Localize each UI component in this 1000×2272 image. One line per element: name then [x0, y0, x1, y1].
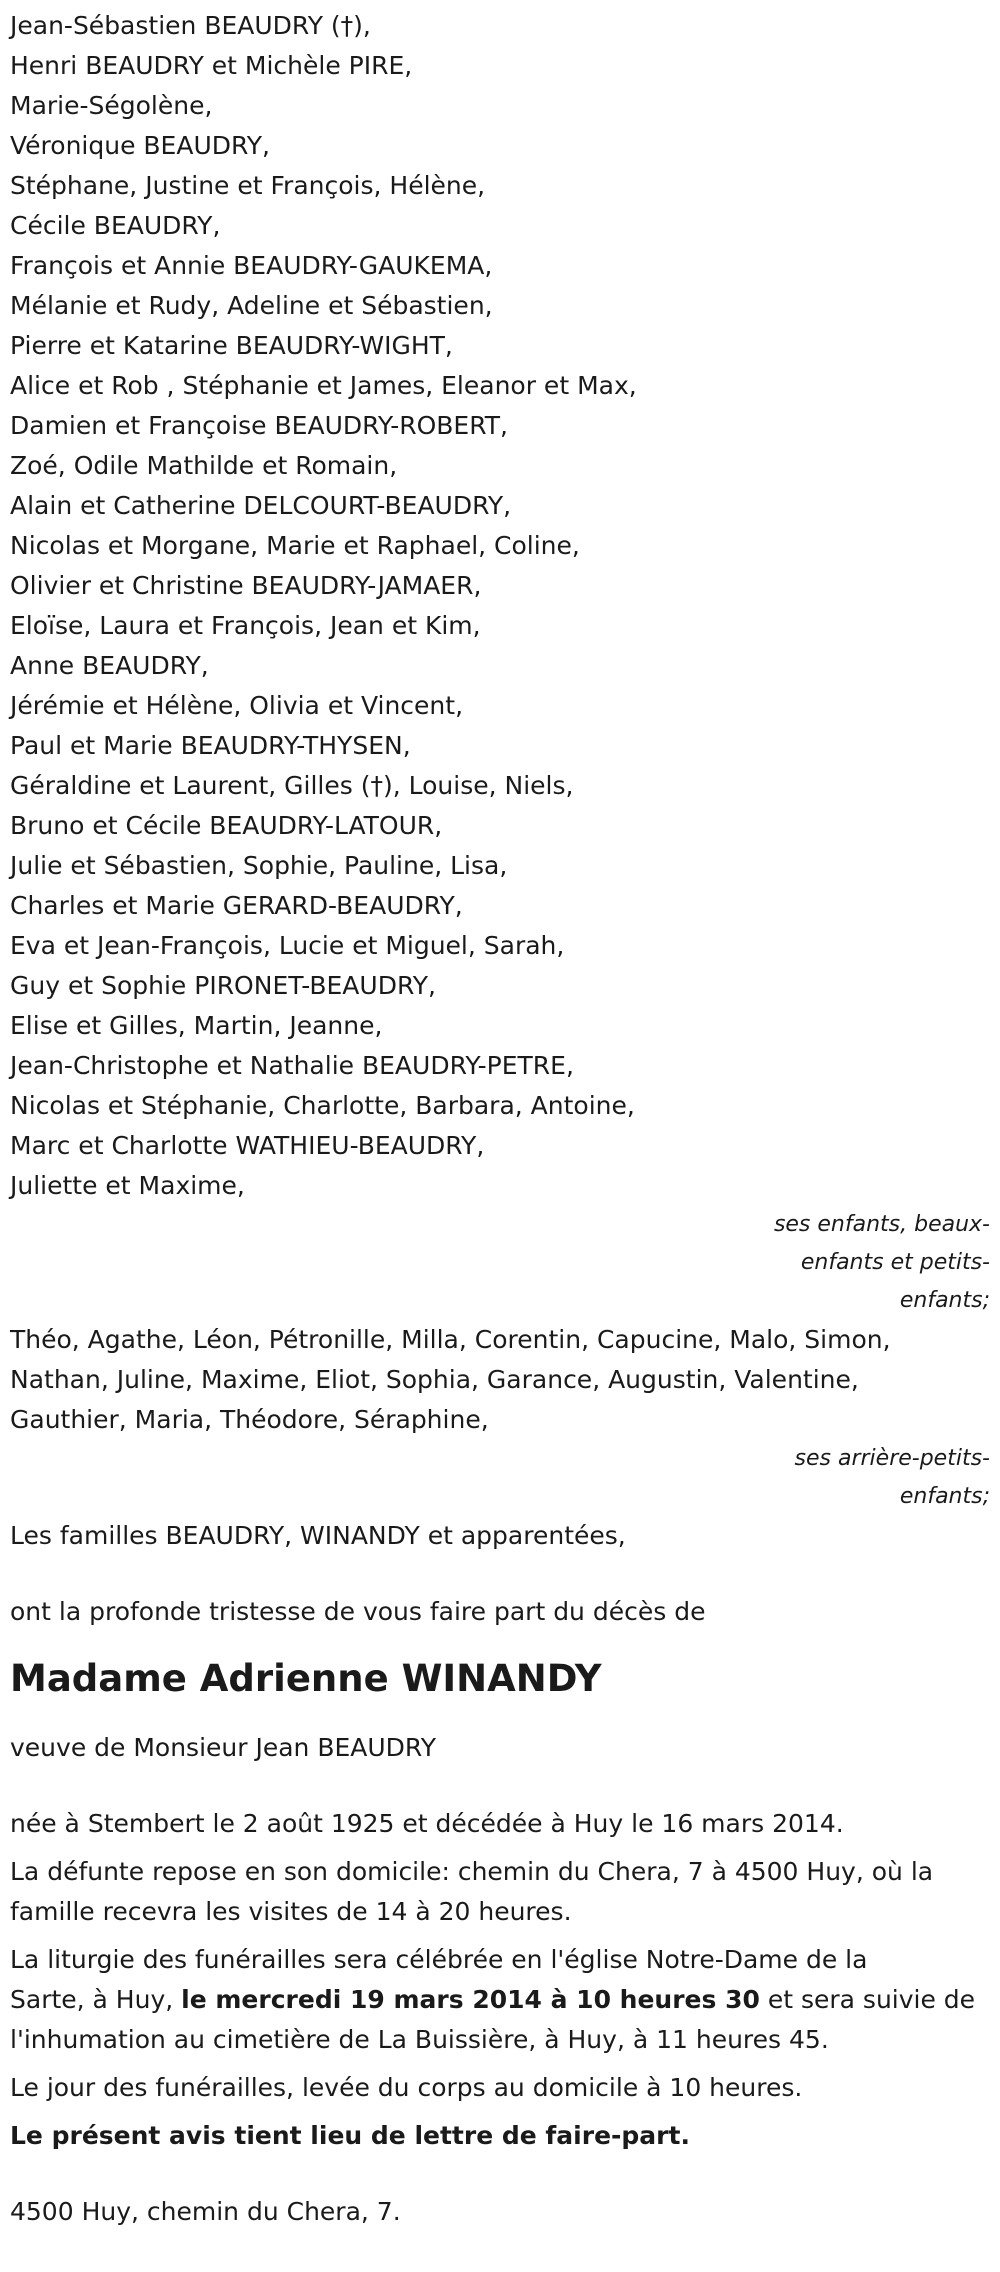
family-line: Paul et Marie BEAUDRY-THYSEN,: [10, 731, 411, 760]
great-grandchildren-line: Gauthier, Maria, Théodore, Séraphine,: [10, 1405, 489, 1434]
family-line: Bruno et Cécile BEAUDRY-LATOUR,: [10, 811, 443, 840]
relation-great-grandchildren: [310, 1440, 990, 1516]
liturgy-line-2b: et sera suivie de: [759, 1985, 976, 2014]
family-line: Henri BEAUDRY et Michèle PIRE,: [10, 51, 413, 80]
family-line: Mélanie et Rudy, Adeline et Sébastien,: [10, 291, 493, 320]
family-line: Jean-Sébastien BEAUDRY (†),: [10, 11, 371, 40]
great-grandchildren-list: [10, 1320, 990, 1440]
family-line: Elise et Gilles, Martin, Jeanne,: [10, 1011, 383, 1040]
deceased-name: Madame Adrienne WINANDY: [10, 1657, 602, 1700]
family-line: Nicolas et Morgane, Marie et Raphael, Coline,: [10, 531, 580, 560]
address: 4500 Huy, chemin du Chera, 7.: [10, 2197, 401, 2226]
details: [10, 1804, 985, 2232]
birth-death: née à Stembert le 2 août 1925 et décédée à Huy le 16 mars 2014.: [10, 1809, 844, 1838]
family-line: Eloïse, Laura et François, Jean et Kim,: [10, 611, 481, 640]
liturgy-line-3: l'inhumation au cimetière de La Buissière, à Huy, à 11 heures 45.: [10, 2025, 829, 2054]
family-line: Guy et Sophie PIRONET-BEAUDRY,: [10, 971, 436, 1000]
family-list: [10, 6, 990, 1206]
relation-line: ses enfants, beaux-: [773, 1212, 990, 1237]
family-line: Cécile BEAUDRY,: [10, 211, 221, 240]
family-line: François et Annie BEAUDRY-GAUKEMA,: [10, 251, 493, 280]
relation-line: enfants;: [899, 1484, 990, 1509]
family-line: Nicolas et Stéphanie, Charlotte, Barbara, Antoine,: [10, 1091, 635, 1120]
rest-line-1: La défunte repose en son domicile: chemin du Chera, 7 à 4500 Huy, où la: [10, 1857, 934, 1886]
family-line: Julie et Sébastien, Sophie, Pauline, Lisa,: [10, 851, 508, 880]
family-line: Eva et Jean-François, Lucie et Miguel, Sarah,: [10, 931, 565, 960]
family-line: Géraldine et Laurent, Gilles (†), Louise, Niels,: [10, 771, 574, 800]
rest-line-2: famille recevra les visites de 14 à 20 heures.: [10, 1897, 572, 1926]
family-line: Juliette et Maxime,: [10, 1171, 245, 1200]
family-line: Véronique BEAUDRY,: [10, 131, 270, 160]
rest-place: [10, 1852, 985, 1932]
liturgy-line-2a: Sarte, à Huy,: [10, 1985, 182, 2014]
family-line: Marc et Charlotte WATHIEU-BEAUDRY,: [10, 1131, 485, 1160]
family-line: Charles et Marie GERARD-BEAUDRY,: [10, 891, 463, 920]
levee: Le jour des funérailles, levée du corps au domicile à 10 heures.: [10, 2073, 803, 2102]
family-line: Jérémie et Hélène, Olivia et Vincent,: [10, 691, 464, 720]
family-line: Zoé, Odile Mathilde et Romain,: [10, 451, 398, 480]
liturgy-line-1: La liturgie des funérailles sera célébrée en l'église Notre-Dame de la: [10, 1945, 868, 1974]
widow-of: veuve de Monsieur Jean BEAUDRY: [10, 1733, 436, 1762]
notice: Le présent avis tient lieu de lettre de faire-part.: [10, 2121, 690, 2150]
family-line: Alice et Rob , Stéphanie et James, Eleanor et Max,: [10, 371, 637, 400]
family-line: Jean-Christophe et Nathalie BEAUDRY-PETRE,: [10, 1051, 574, 1080]
relation-line: ses arrière-petits-: [794, 1446, 990, 1471]
relation-children: [310, 1206, 990, 1320]
liturgy: [10, 1940, 985, 2060]
great-grandchildren-line: Nathan, Juline, Maxime, Eliot, Sophia, Garance, Augustin, Valentine,: [10, 1365, 859, 1394]
announcement: ont la profonde tristesse de vous faire part du décès de: [10, 1597, 706, 1626]
great-grandchildren-line: Théo, Agathe, Léon, Pétronille, Milla, Corentin, Capucine, Malo, Simon,: [10, 1325, 891, 1354]
family-line: Anne BEAUDRY,: [10, 651, 209, 680]
liturgy-date: le mercredi 19 mars 2014 à 10 heures 30: [181, 1985, 760, 2014]
family-line: Damien et Françoise BEAUDRY-ROBERT,: [10, 411, 508, 440]
families-line: Les familles BEAUDRY, WINANDY et apparentées,: [10, 1521, 626, 1550]
family-line: Marie-Ségolène,: [10, 91, 213, 120]
family-line: Stéphane, Justine et François, Hélène,: [10, 171, 486, 200]
relation-line: enfants;: [899, 1288, 990, 1313]
family-line: Alain et Catherine DELCOURT-BEAUDRY,: [10, 491, 512, 520]
family-line: Pierre et Katarine BEAUDRY-WIGHT,: [10, 331, 453, 360]
relation-line: enfants et petits-: [800, 1250, 990, 1275]
family-line: Olivier et Christine BEAUDRY-JAMAER,: [10, 571, 482, 600]
